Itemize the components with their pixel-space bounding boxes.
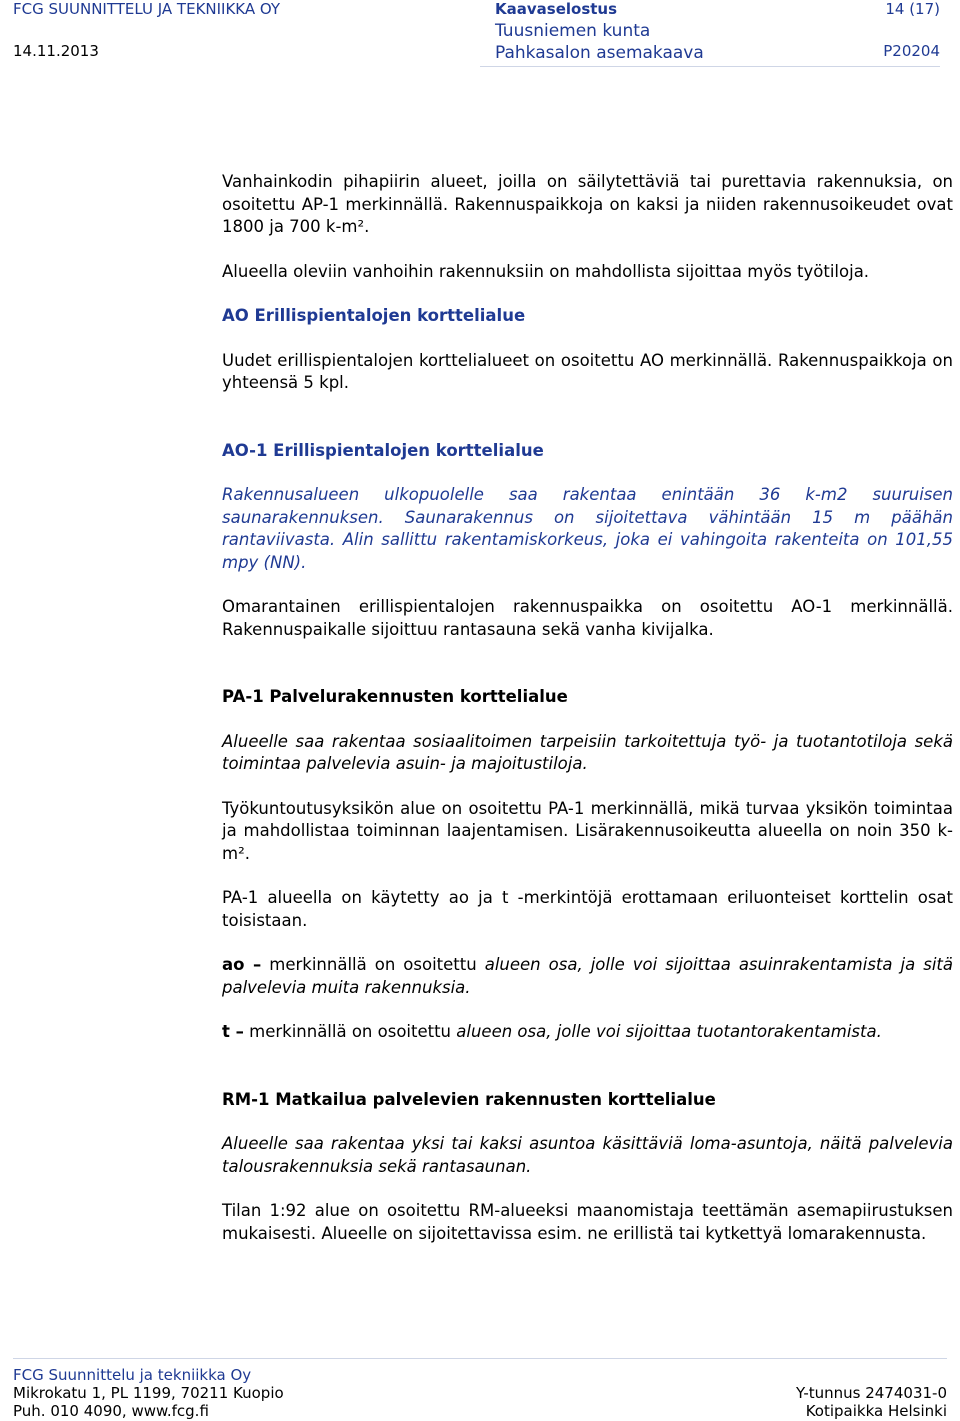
paragraph-work-spaces: Alueella oleviin vanhoihin rakennuksiin on mahdollista sijoittaa myös työtiloja.: [222, 261, 870, 281]
t-mark-mid: merkinnällä on osoitettu: [243, 1022, 457, 1041]
footer-company: FCG Suunnittelu ja tekniikka Oy: [13, 1366, 252, 1384]
paragraph-pa1-area: Työkuntoutusyksikön alue on osoitettu PA-1 merkinnällä, mikä turvaa yksikön toimintaa ja mahdollistaa toiminnan laajentamisen. Lisärakennusoikeutta alueella on noin 350 k-m².: [222, 798, 953, 863]
heading-rm1: RM-1 Matkailua palvelevien rakennusten korttelialue: [222, 1089, 716, 1109]
header-page-number: 14 (17): [885, 0, 940, 18]
paragraph-pa1-regulation: Alueelle saa rakentaa sosiaalitoimen tarpeisiin tarkoitettuja työ- ja tuotantotiloja sekä toimintaa palvelevia asuin- ja majoitustiloja.: [222, 731, 953, 773]
heading-pa1: PA-1 Palvelurakennusten korttelialue: [222, 687, 568, 706]
footer-contact: Puh. 010 4090, www.fcg.fi: [13, 1402, 209, 1420]
paragraph-rm1: Tilan 1:92 alue on osoitettu RM-alueeksi maanomistaja teettämän asemapiirustuksen mukaisesti. Alueelle on sijoitettavissa esim. ne erillistä tai kytkettyä lomarakennusta.: [222, 1201, 953, 1243]
paragraph-ao: Uudet erillispientalojen korttelialueet on osoitettu AO merkinnällä. Rakennuspaikkoja on yhteensä 5 kpl.: [222, 350, 953, 392]
header-company: FCG SUUNNITTELU JA TEKNIIKKA OY: [13, 0, 281, 18]
paragraph-rm1-regulation: Alueelle saa rakentaa yksi tai kaksi asuntoa käsittäviä loma-asuntoja, näitä palvelevia talousrakennuksia sekä rantasaunan.: [222, 1134, 953, 1176]
heading-ao1: AO-1 Erillispientalojen korttelialue: [222, 440, 544, 460]
footer-domicile: Kotipaikka Helsinki: [805, 1402, 947, 1420]
footer-divider: [13, 1358, 947, 1359]
paragraph-ap1: Vanhainkodin pihapiirin alueet, joilla on säilytettäviä tai purettavia rakennuksia, on osoitettu AP-1 merkinnällä. Rakennuspaikkoja on kaksi ja niiden rakennusoikeudet ovat 1800 ja 700 k-m².: [222, 172, 953, 236]
header-project-code: P20204: [883, 42, 940, 60]
paragraph-ao1-regulation: Rakennusalueen ulkopuolelle saa rakentaa enintään 36 k-m2 suuruisen saunarakennuksen. Saunarakennus on sijoitettava vähintään 15 m päähän rantaviivasta. Alin sallittu rakentamiskorkeus, joka ei vahingoita rakenteita on 101,55 mpy (NN).: [222, 485, 953, 572]
ao-mark-label: ao –: [222, 955, 262, 974]
header-right: [883, 0, 940, 60]
header-middle: [495, 0, 704, 63]
footer-business-id: Y-tunnus 2474031-0: [795, 1384, 947, 1402]
header-municipality: Tuusniemen kunta: [495, 21, 651, 41]
header-doc-type: Kaavaselostus: [495, 0, 618, 18]
document-body: [222, 171, 953, 1245]
t-mark-label: t –: [222, 1022, 244, 1041]
ao-mark-mid: merkinnällä on osoitettu: [261, 955, 485, 974]
footer: [13, 1366, 947, 1420]
t-mark-definition: alueen osa, jolle voi sijoittaa tuotantorakentamista.: [456, 1022, 882, 1041]
paragraph-ao-marking: [222, 954, 953, 999]
header-project: Pahkasalon asemakaava: [495, 43, 704, 63]
footer-address: Mikrokatu 1, PL 1199, 70211 Kuopio: [13, 1384, 284, 1402]
header-left: [13, 0, 280, 60]
header-divider: [480, 66, 940, 67]
paragraph-t-marking: [222, 1021, 953, 1044]
paragraph-ao1: Omarantainen erillispientalojen rakennuspaikka on osoitettu AO-1 merkinnällä. Rakennuspaikalle sijoittuu rantasauna sekä vanha kivijalka.: [222, 597, 953, 639]
ao-mark-definition: alueen osa, jolle voi sijoittaa asuinrakentamista ja sitä palvelevia muita rakennuksia.: [222, 955, 953, 997]
header-date: 14.11.2013: [13, 42, 99, 60]
paragraph-pa1-markings: PA-1 alueella on käytetty ao ja t -merkintöjä erottamaan eriluonteiset korttelin osat toisistaan.: [222, 888, 953, 930]
heading-ao: AO Erillispientalojen korttelialue: [222, 306, 526, 325]
